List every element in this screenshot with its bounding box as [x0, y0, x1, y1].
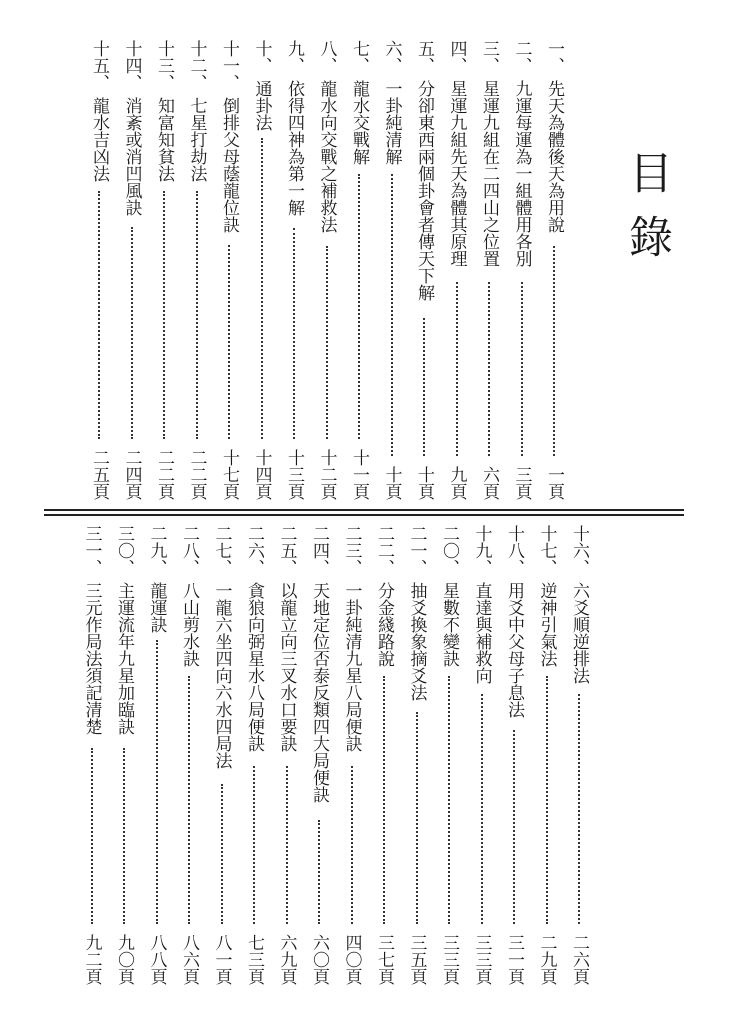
dot-leader: [383, 676, 385, 924]
toc-upper-section: [74, 40, 594, 500]
toc-entry[interactable]: [312, 40, 342, 500]
toc-entry-page: 一頁: [544, 466, 564, 500]
toc-entry-title: 主運流年九星加臨訣: [114, 582, 134, 735]
toc-entry[interactable]: [539, 40, 569, 500]
toc-entry-number: 十二、: [186, 40, 207, 91]
toc-entry[interactable]: [149, 40, 179, 500]
dot-leader: [488, 282, 490, 456]
dot-leader: [156, 640, 158, 924]
toc-entry[interactable]: [344, 40, 374, 500]
toc-entry[interactable]: [207, 525, 237, 985]
toc-entry-title: 九運每運為一組體用各別: [511, 80, 532, 267]
toc-entry-number: 四、: [446, 40, 467, 74]
toc-entry[interactable]: [467, 525, 497, 985]
toc-entry-number: 二六、: [244, 525, 264, 576]
toc-entry-number: 三一、: [81, 525, 102, 576]
toc-lower-section: [74, 525, 594, 985]
dot-leader: [351, 766, 353, 924]
toc-entry[interactable]: [434, 525, 464, 985]
toc-entry-page: 六九頁: [276, 934, 297, 985]
toc-entry-page: 六頁: [479, 466, 499, 500]
toc-entry-page: 三頁: [511, 466, 532, 500]
toc-entry[interactable]: [409, 40, 439, 500]
toc-entry-number: 六、: [381, 40, 402, 74]
dot-leader: [188, 676, 190, 924]
toc-entry-number: 七、: [349, 40, 369, 74]
toc-entry-number: 二八、: [179, 525, 199, 576]
toc-entry-page: 十四頁: [251, 449, 272, 500]
dot-leader: [196, 191, 198, 439]
toc-entry[interactable]: [564, 525, 594, 985]
toc-entry-page: 二四頁: [121, 449, 142, 500]
dot-leader: [391, 174, 393, 456]
toc-entry-title: 分卻東西兩個卦會者傳天下解: [414, 80, 434, 301]
toc-entry-page: 二五頁: [89, 449, 109, 500]
toc-entry[interactable]: [174, 525, 204, 985]
toc-entry-page: 十頁: [381, 466, 402, 500]
dot-leader: [221, 784, 223, 924]
toc-entry-page: 六〇頁: [309, 934, 329, 985]
toc-entry-title: 一卦純清九星八局便訣: [341, 582, 362, 752]
toc-entry-title: 用爻中父母子息法: [504, 582, 524, 718]
toc-entry-title: 星數不變訣: [439, 582, 459, 667]
toc-entry[interactable]: [109, 525, 139, 985]
toc-entry[interactable]: [304, 525, 334, 985]
toc-entry-page: 八一頁: [211, 934, 232, 985]
toc-entry[interactable]: [182, 40, 212, 500]
toc-entry[interactable]: [377, 40, 407, 500]
toc-entry-page: 四〇頁: [341, 934, 362, 985]
toc-entry-number: 三〇、: [114, 525, 134, 576]
toc-entry-title: 七星打劫法: [186, 97, 207, 182]
toc-entry[interactable]: [507, 40, 537, 500]
toc-entry[interactable]: [474, 40, 504, 500]
section-divider: [44, 509, 684, 511]
page-title: 目錄: [621, 150, 672, 278]
toc-entry[interactable]: [247, 40, 277, 500]
toc-entry-number: 十九、: [471, 525, 492, 576]
toc-entry[interactable]: [84, 40, 114, 500]
toc-entry-page: 十七頁: [219, 449, 239, 500]
dot-leader: [456, 282, 458, 456]
toc-entry[interactable]: [337, 525, 367, 985]
toc-entry-title: 通卦法: [251, 80, 272, 131]
toc-entry-number: 二四、: [309, 525, 329, 576]
toc-entry-number: 十四、: [121, 40, 142, 91]
dot-leader: [293, 228, 295, 439]
toc-entry-page: 八八頁: [146, 934, 167, 985]
dot-leader: [253, 766, 255, 924]
toc-entry-title: 一龍六坐四向六水四局法: [211, 582, 232, 769]
toc-entry[interactable]: [142, 525, 172, 985]
toc-entry-page: 七三頁: [244, 934, 264, 985]
dot-leader: [521, 282, 523, 456]
toc-entry[interactable]: [279, 40, 309, 500]
dot-leader: [228, 245, 230, 439]
toc-entry-page: 二二頁: [154, 449, 174, 500]
toc-entry-title: 分金綫路說: [374, 582, 394, 667]
toc-entry-number: 二三、: [341, 525, 362, 576]
toc-entry-page: 十頁: [414, 466, 434, 500]
toc-entry-title: 貪狼向弼星水八局便訣: [244, 582, 264, 752]
dot-leader: [481, 694, 483, 924]
toc-entry-page: 三七頁: [374, 934, 394, 985]
toc-entry[interactable]: [499, 525, 529, 985]
toc-entry-title: 消紊或消凹風訣: [121, 97, 142, 216]
toc-entry-number: 三、: [479, 40, 499, 74]
toc-entry-title: 龍運訣: [146, 582, 167, 633]
dot-leader: [358, 174, 360, 439]
dot-leader: [98, 191, 100, 439]
toc-entry-title: 龍水向交戰之補救法: [316, 80, 337, 233]
toc-entry-title: 天地定位否泰反類四大局便訣: [309, 582, 329, 803]
dot-leader: [553, 246, 555, 456]
toc-entry-number: 一、: [544, 40, 564, 74]
toc-entry-title: 先天為體後天為用說: [544, 80, 564, 233]
toc-entry-title: 直達與補救向: [471, 582, 492, 684]
toc-entry-page: 八六頁: [179, 934, 199, 985]
toc-entry-number: 二〇、: [439, 525, 459, 576]
dot-leader: [448, 676, 450, 924]
toc-entry-page: 十二頁: [316, 449, 337, 500]
toc-entry-number: 二九、: [146, 525, 167, 576]
dot-leader: [318, 820, 320, 924]
toc-entry-number: 十八、: [504, 525, 524, 576]
toc-entry-title: 依得四神為第一解: [284, 80, 304, 216]
toc-entry-page: 十一頁: [349, 449, 369, 500]
toc-entry-title: 星運九組先天為體其原理: [446, 80, 467, 267]
dot-leader: [416, 712, 418, 924]
toc-entry-page: 十三頁: [284, 449, 304, 500]
toc-entry-number: 十、: [251, 40, 272, 74]
dot-leader: [513, 730, 515, 924]
toc-entry-title: 三元作局法須記清楚: [81, 582, 102, 735]
toc-entry[interactable]: [239, 525, 269, 985]
toc-entry-title: 八山剪水訣: [179, 582, 199, 667]
toc-entry-title: 逆神引氣法: [536, 582, 557, 667]
toc-entry-page: 二六頁: [569, 934, 589, 985]
toc-entry-title: 倒排父母蔭龍位訣: [219, 97, 239, 233]
dot-leader: [286, 766, 288, 924]
toc-entry-page: 九二頁: [81, 934, 102, 985]
toc-entry-title: 星運九組在二四山之位置: [479, 80, 499, 267]
toc-entry-number: 十六、: [569, 525, 589, 576]
toc-entry-page: 九〇頁: [114, 934, 134, 985]
toc-entry-number: 二、: [511, 40, 532, 74]
toc-entry-number: 八、: [316, 40, 337, 74]
toc-entry-page: 三三頁: [439, 934, 459, 985]
dot-leader: [91, 748, 93, 924]
section-divider: [44, 514, 684, 516]
toc-entry-title: 龍水吉凶法: [89, 97, 109, 182]
toc-entry-number: 十五、: [89, 40, 109, 91]
toc-entry-number: 十七、: [536, 525, 557, 576]
dot-leader: [546, 676, 548, 924]
toc-entry-title: 以龍立向三叉水口要訣: [276, 582, 297, 752]
toc-entry[interactable]: [442, 40, 472, 500]
toc-entry[interactable]: [272, 525, 302, 985]
toc-entry-page: 三五頁: [406, 934, 427, 985]
toc-entry-number: 十一、: [219, 40, 239, 91]
dot-leader: [261, 138, 263, 439]
toc-entry[interactable]: [402, 525, 432, 985]
dot-leader: [423, 318, 425, 456]
dot-leader: [123, 748, 125, 924]
toc-entry[interactable]: [77, 525, 107, 985]
toc-entry-page: 九頁: [446, 466, 467, 500]
toc-entry-page: 三一頁: [504, 934, 524, 985]
toc-entry-number: 二七、: [211, 525, 232, 576]
toc-entry-number: 二五、: [276, 525, 297, 576]
toc-entry-number: 五、: [414, 40, 434, 74]
toc-entry[interactable]: [369, 525, 399, 985]
toc-entry-title: 知富知貧法: [154, 97, 174, 182]
toc-entry-title: 龍水交戰解: [349, 80, 369, 165]
dot-leader: [163, 191, 165, 439]
toc-entry-page: 二二頁: [186, 449, 207, 500]
toc-entry-number: 九、: [284, 40, 304, 74]
toc-entry-title: 六爻順逆排法: [569, 582, 589, 684]
toc-entry-title: 抽爻換象摘爻法: [406, 582, 427, 701]
toc-entry-number: 二二、: [374, 525, 394, 576]
toc-entry[interactable]: [532, 525, 562, 985]
dot-leader: [326, 246, 328, 439]
toc-entry-number: 二一、: [406, 525, 427, 576]
toc-entry-page: 三三頁: [471, 934, 492, 985]
dot-leader: [131, 227, 133, 439]
toc-entry-page: 二九頁: [536, 934, 557, 985]
toc-entry[interactable]: [117, 40, 147, 500]
toc-entry-title: 一卦純清解: [381, 80, 402, 165]
dot-leader: [578, 694, 580, 924]
toc-entry-number: 十三、: [154, 40, 174, 91]
toc-entry[interactable]: [214, 40, 244, 500]
